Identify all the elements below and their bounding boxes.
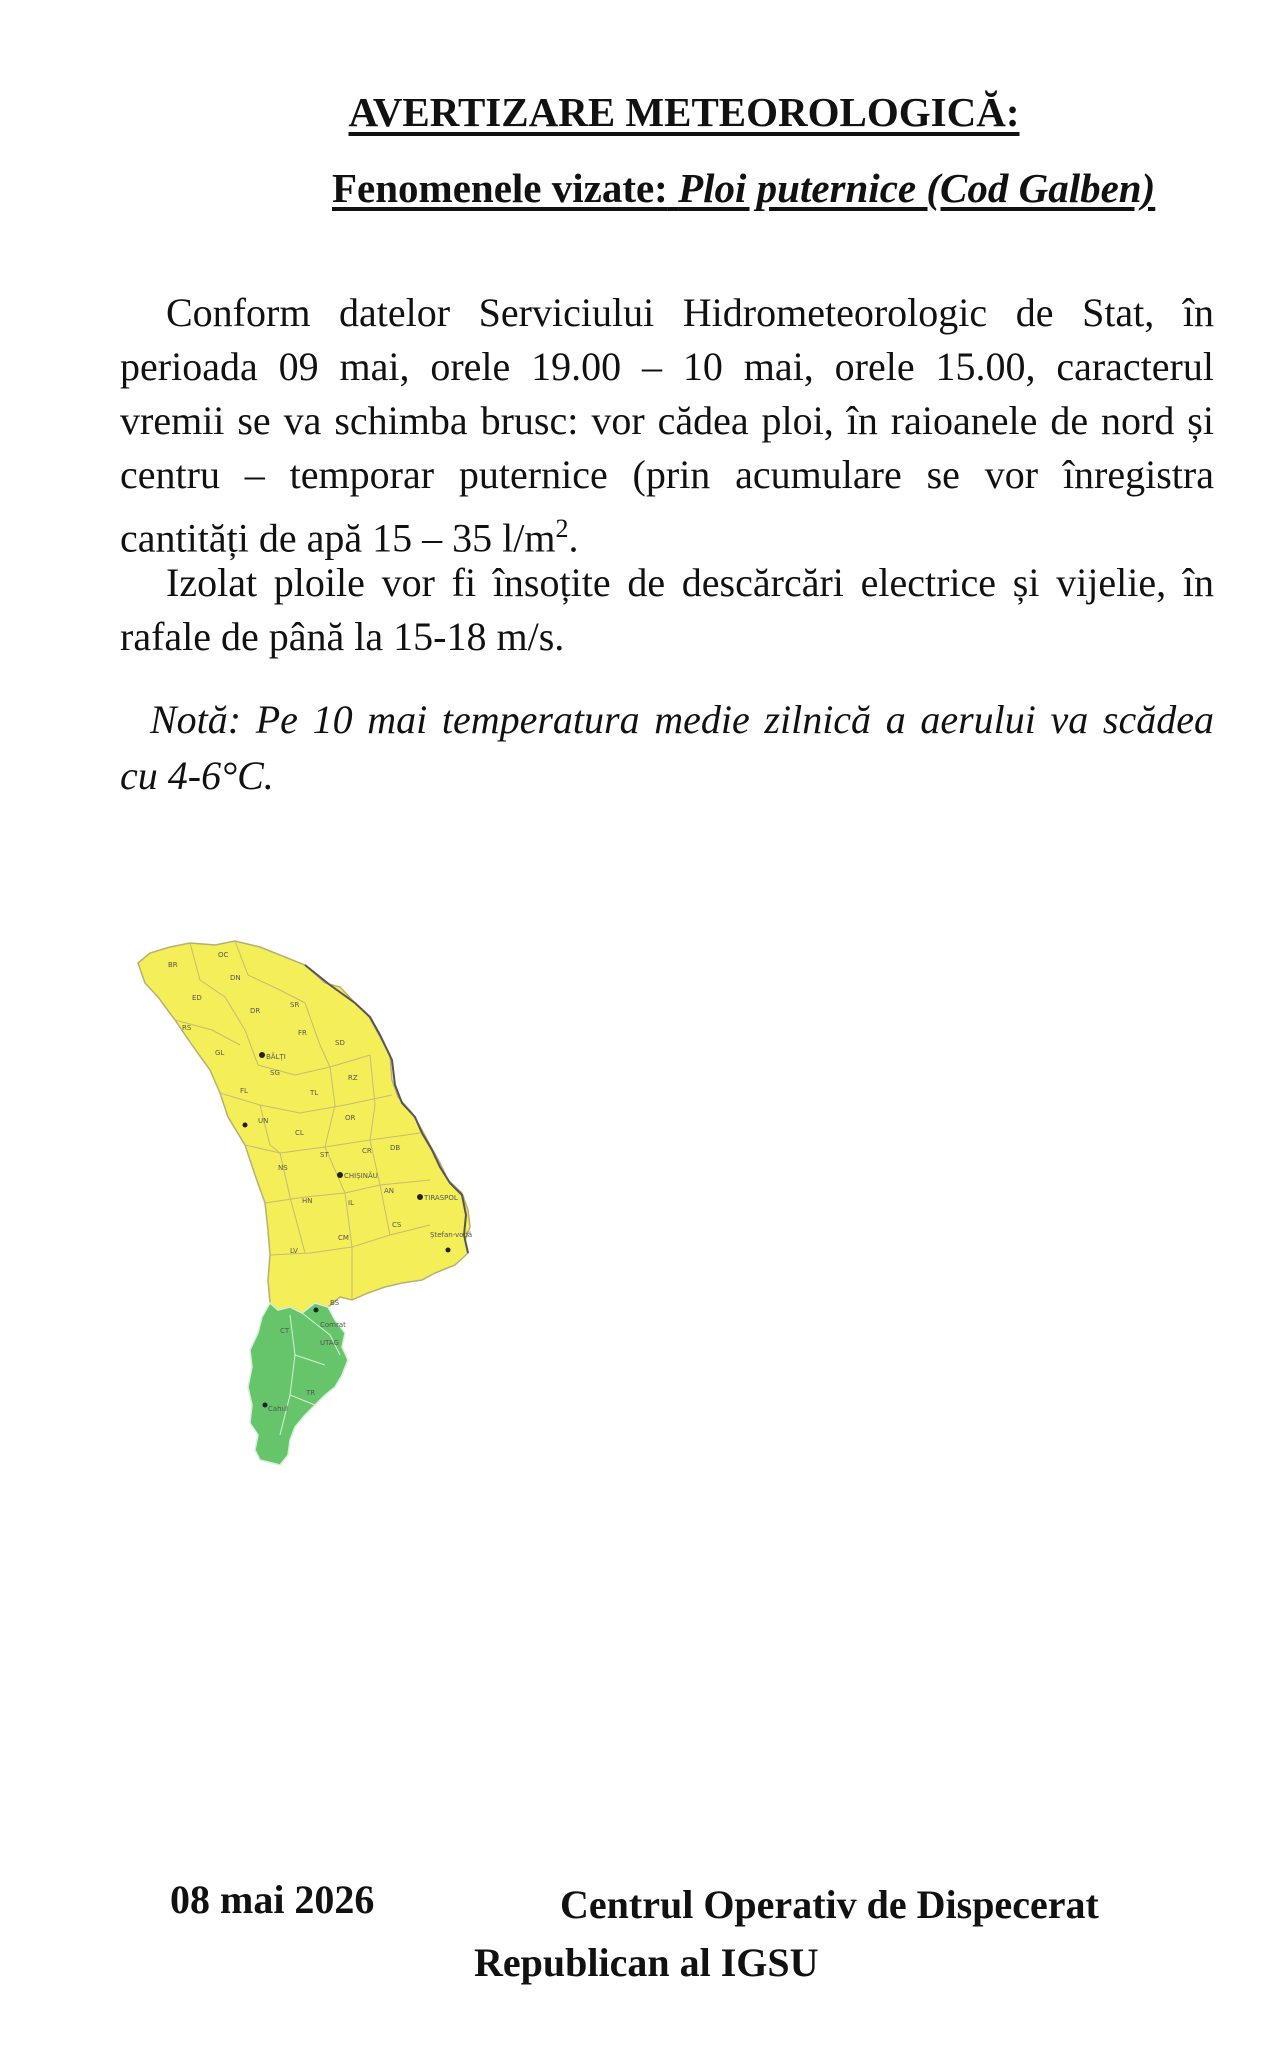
- map-label-gl: GL: [215, 1049, 225, 1057]
- map-label-st: ST: [320, 1151, 329, 1159]
- map-label-tl: TL: [310, 1089, 319, 1097]
- map-label-tr: TR: [306, 1389, 316, 1397]
- map-label-comrat: Comrat: [320, 1321, 346, 1329]
- map-label-ns: NS: [278, 1164, 288, 1172]
- map-label-dr: DR: [250, 1007, 261, 1015]
- map-label-oc: OC: [218, 951, 229, 959]
- map-label-stefan-voda: Ștefan-vodă: [430, 1231, 473, 1239]
- map-label-cs: CS: [392, 1221, 402, 1229]
- moldova-warning-map: [130, 935, 600, 1515]
- superscript-2: 2: [555, 514, 569, 543]
- map-label-balti: BĂLȚI: [266, 1053, 286, 1061]
- document-title: AVERTIZARE METEOROLOGICĂ:: [348, 89, 1020, 135]
- map-label-il: IL: [348, 1199, 354, 1207]
- paragraph-forecast-end: .: [568, 515, 579, 561]
- map-label-ct: CT: [280, 1327, 290, 1335]
- paragraph-thunderstorm: Izolat ploile vor fi însoțite de descărcări electrice și vijelie, în rafale de până la 15-18 m/s.: [120, 560, 1214, 659]
- paragraph-forecast-text: Conform datelor Serviciului Hidrometeorologic de Stat, în perioada 09 mai, orele 19.00 – 10 mai, orele 15.00, caracterul vremii se va schimba brusc: vor cădea ploi, în raioanele de nord și centru – temporar puternice (prin acumulare se vor înregistra cantități de apă 15 – 35 l/m: [120, 290, 1214, 561]
- map-label-cr: CR: [362, 1147, 372, 1155]
- map-label-sg: SG: [270, 1069, 280, 1077]
- footer-org-line-2: Republican al IGSU: [474, 1940, 819, 1985]
- map-label-bs: BS: [330, 1299, 340, 1307]
- phenomena-line: [120, 160, 1214, 216]
- map-label-an: AN: [384, 1187, 395, 1195]
- map-label-fr: FR: [298, 1029, 307, 1037]
- map-label-lv: LV: [290, 1247, 298, 1255]
- map-label-ed: ED: [192, 994, 202, 1002]
- phenomena-label: Fenomenele vizate:: [332, 165, 668, 211]
- map-label-tiraspol: TIRASPOL: [424, 1194, 458, 1202]
- footer-organization: [460, 1876, 1180, 1992]
- map-label-rs: RS: [182, 1024, 192, 1032]
- map-label-or: OR: [345, 1114, 356, 1122]
- map-label-sd: SD: [335, 1039, 345, 1047]
- map-label-cl: CL: [295, 1129, 304, 1137]
- map-label-sr: SR: [290, 1001, 300, 1009]
- map-label-cm: CM: [338, 1234, 349, 1242]
- map-label-hn: HN: [302, 1197, 313, 1205]
- footer-date: 08 mai 2026: [170, 1877, 375, 1922]
- map-label-fl: FL: [240, 1087, 248, 1095]
- map-label-chisinau: CHIȘINĂU: [344, 1172, 378, 1180]
- map-label-rz: RZ: [348, 1074, 358, 1082]
- map-label-dn: DN: [230, 974, 241, 982]
- phenomena-value: Ploi puternice (Cod Galben): [678, 165, 1156, 211]
- map-label-br: BR: [168, 961, 178, 969]
- footer-org-line-1: Centrul Operativ de Dispecerat: [560, 1882, 1099, 1927]
- map-label-utag: UTAG: [320, 1339, 339, 1347]
- paragraph-forecast: [120, 286, 1214, 565]
- map-label-un: UN: [258, 1117, 269, 1125]
- map-label-db: DB: [390, 1144, 401, 1152]
- map-label-cahul: Cahul: [268, 1405, 288, 1413]
- note-temperature: Notă: Pe 10 mai temperatura medie zilnică a aerului va scădea cu 4-6°C.: [120, 697, 1214, 798]
